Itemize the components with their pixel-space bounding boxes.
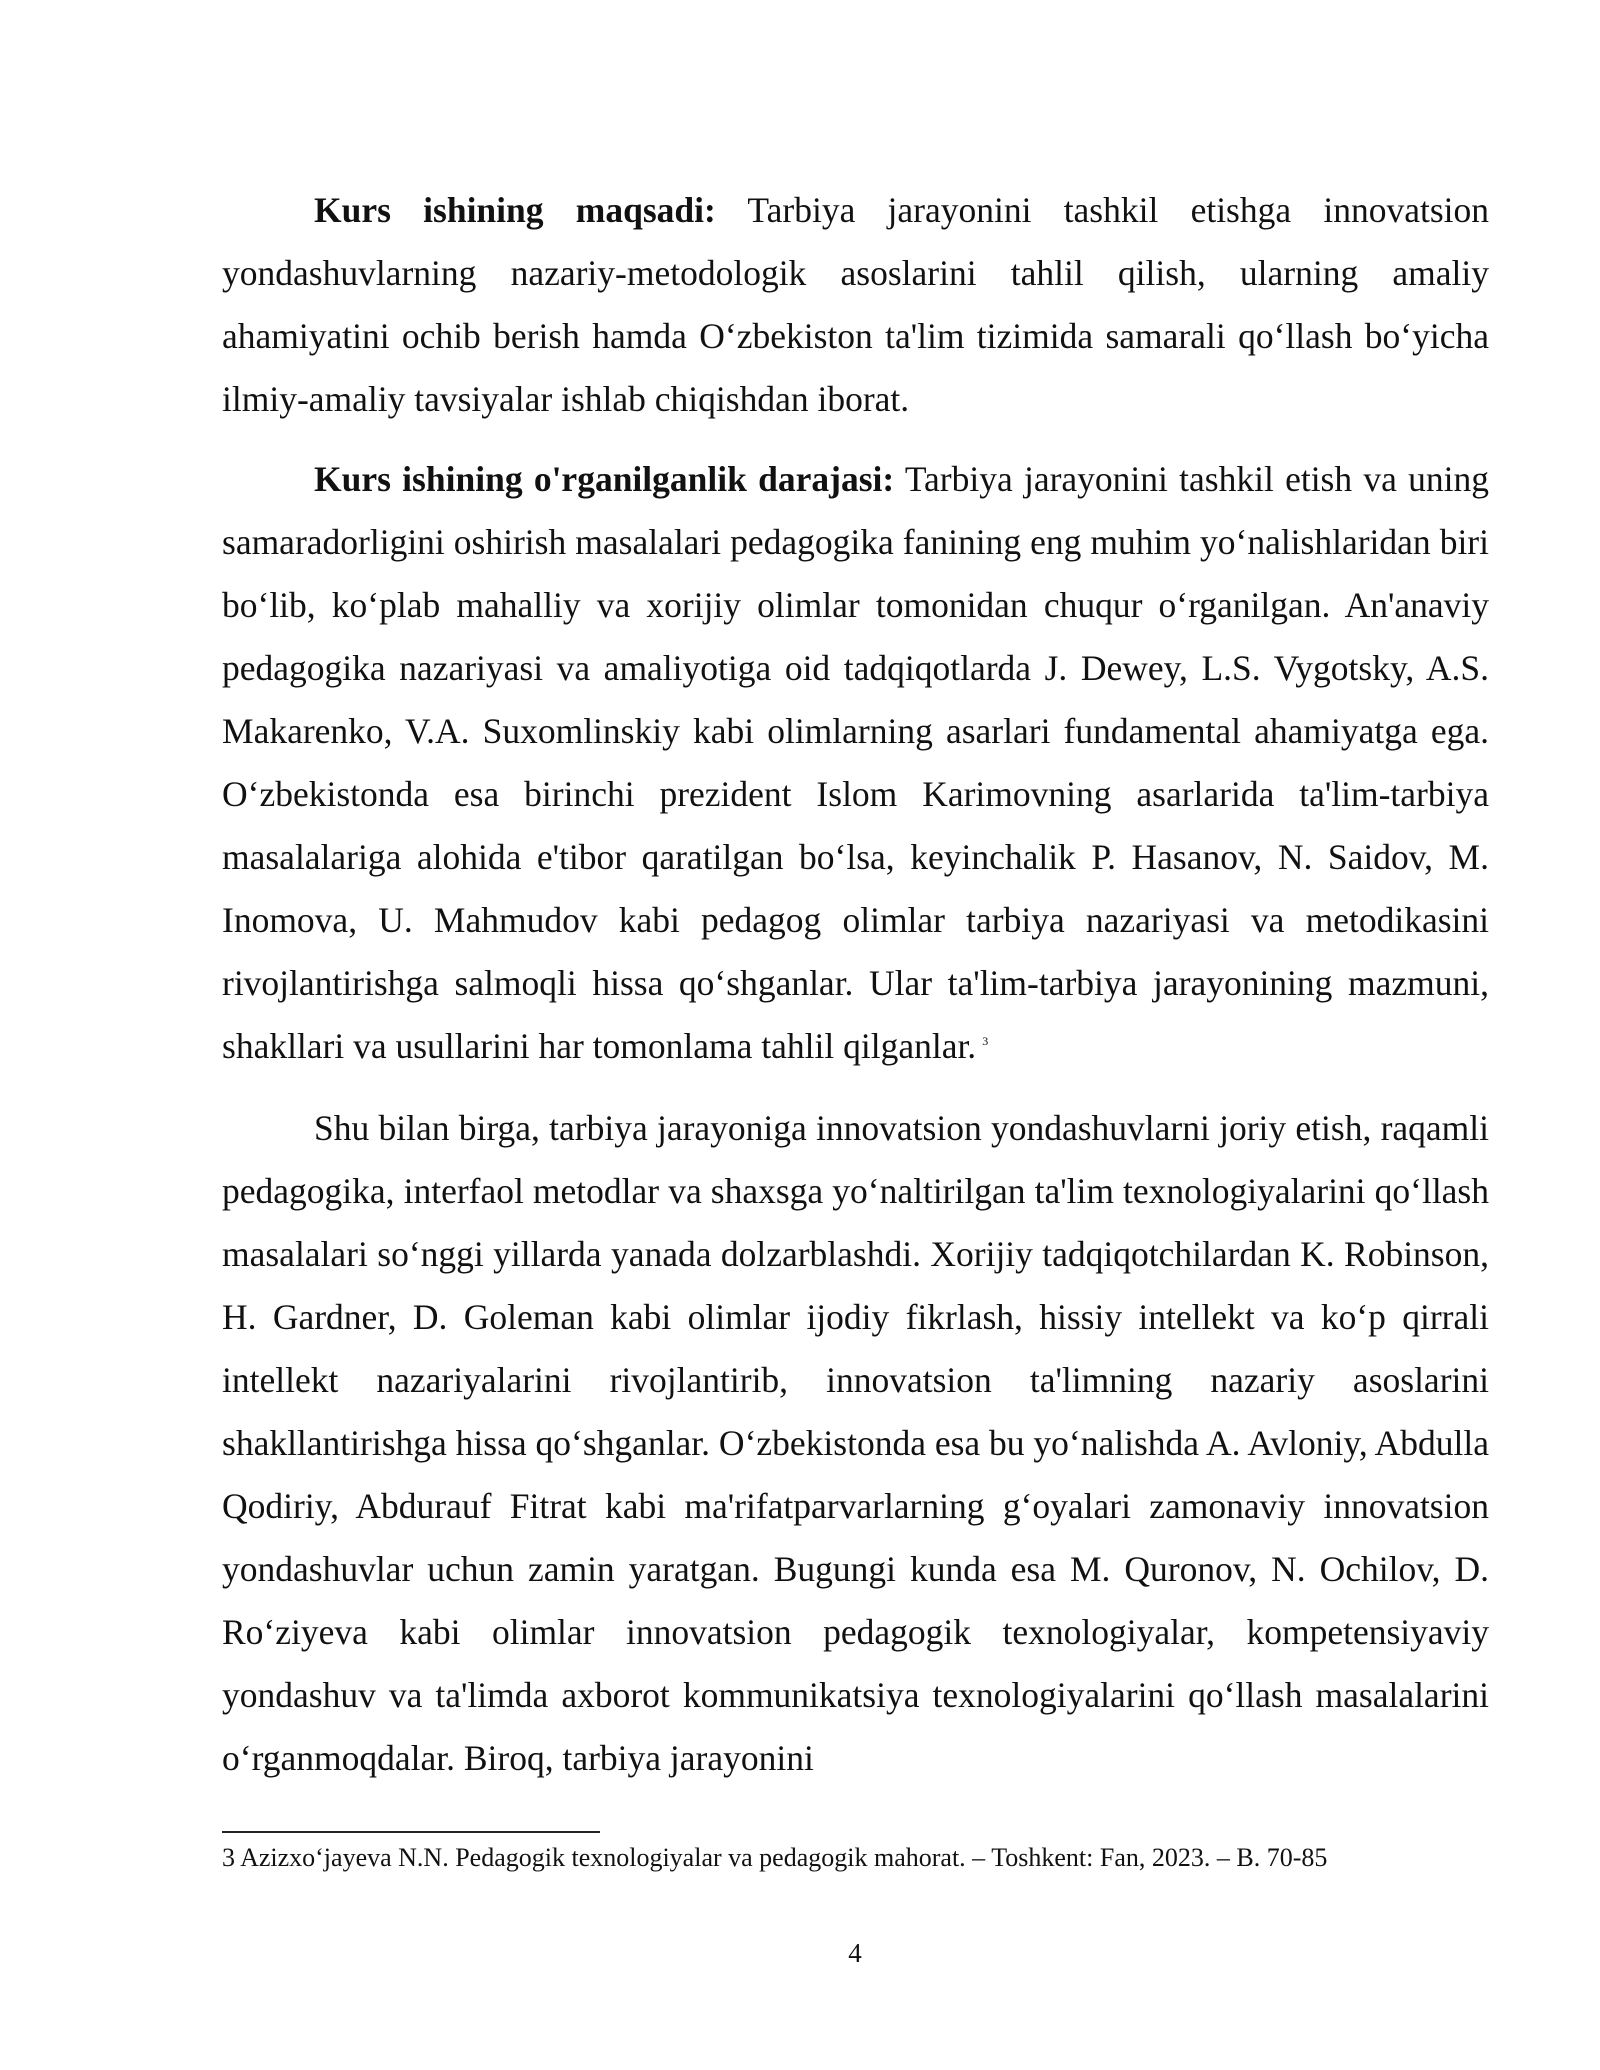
paragraph-text: Shu bilan birga, tarbiya jarayoniga innovatsion yondashuvlarni joriy etish, raqamli pedagogika, interfaol metodlar va shaxsga yo‘naltirilgan ta'lim texnologiyalarini qo‘llash masalalari so‘nggi yillarda yanada dolzarblashdi. Xorijiy tadqiqotchilardan K. Robinson, H. Gardner, D. Goleman kabi olimlar ijodiy fikrlash, hissiy intellekt va ko‘p qirrali intellekt nazariyalarini rivojlantirib, innovatsion ta'limning nazariy asoslarini shakllantirishga hissa qo‘shganlar. O‘zbekistonda esa bu yo‘nalishda A. Avloniy, Abdulla Qodiriy, Abdurauf Fitrat kabi ma'rifatparvarlarning g‘oyalari zamonaviy innovatsion yondashuvlar uchun zamin yaratgan. Bugungi kunda esa M. Quronov, N. Ochilov, D. Ro‘ziyeva kabi olimlar innovatsion pedagogik texnologiyalar, kompetensiyaviy yondashuv va ta'limda axborot kommunikatsiya texnologiyalarini qo‘llash masalalarini o‘rganmoqdalar. Biroq, tarbiya jarayonini [222, 1108, 1489, 1778]
footnote: 3 Azizxo‘jayeva N.N. Pedagogik texnologiyalar va pedagogik mahorat. – Toshkent: Fan, 2023. – B. 70-85 [222, 1843, 1328, 1872]
paragraph-text: Tarbiya jarayonini tashkil etishga innovatsion yondashuvlarning nazariy-metodologik asoslarini tahlil qilish, ularning amaliy ahamiyatini ochib berish hamda O‘zbekiston ta'lim tizimida samarali qo‘llash bo‘yicha ilmiy-amaliy tavsiyalar ishlab chiqishdan iborat. [222, 190, 1490, 419]
page-number: 4 [848, 1938, 862, 1968]
paragraph-goal [222, 179, 1489, 431]
paragraph-heading: Kurs ishining maqsadi: [314, 190, 716, 230]
paragraph-text: Tarbiya jarayonini tashkil etish va uning samaradorligini oshirish masalalari pedagogika fanining eng muhim yo‘nalishlaridan biri bo‘lib, ko‘plab mahalliy va xorijiy olimlar tomonidan chuqur o‘rganilgan. An'anaviy pedagogika nazariyasi va amaliyotiga oid tadqiqotlarda J. Dewey, L.S. Vygotsky, A.S. Makarenko, V.A. Suxomlinskiy kabi olimlarning asarlari fundamental ahamiyatga ega. O‘zbekistonda esa birinchi prezident Islom Karimovning asarlarida ta'lim-tarbiya masalalariga alohida e'tibor qaratilgan bo‘lsa, keyinchalik P. Hasanov, N. Saidov, M. Inomova, U. Mahmudov kabi pedagog olimlar tarbiya nazariyasi va metodikasini rivojlantirishga salmoqli hissa qo‘shganlar. Ular ta'lim-tarbiya jarayonining mazmuni, shakllari va usullarini har tomonlama tahlil qilganlar. [222, 459, 1490, 1066]
paragraph-study-level [222, 448, 1489, 1078]
footnote-reference[interactable]: 3 [982, 1034, 989, 1049]
footnote-separator [222, 1831, 600, 1833]
paragraph-innovation [222, 1097, 1489, 1790]
paragraph-heading: Kurs ishining o'rganilganlik darajasi: [314, 459, 895, 499]
